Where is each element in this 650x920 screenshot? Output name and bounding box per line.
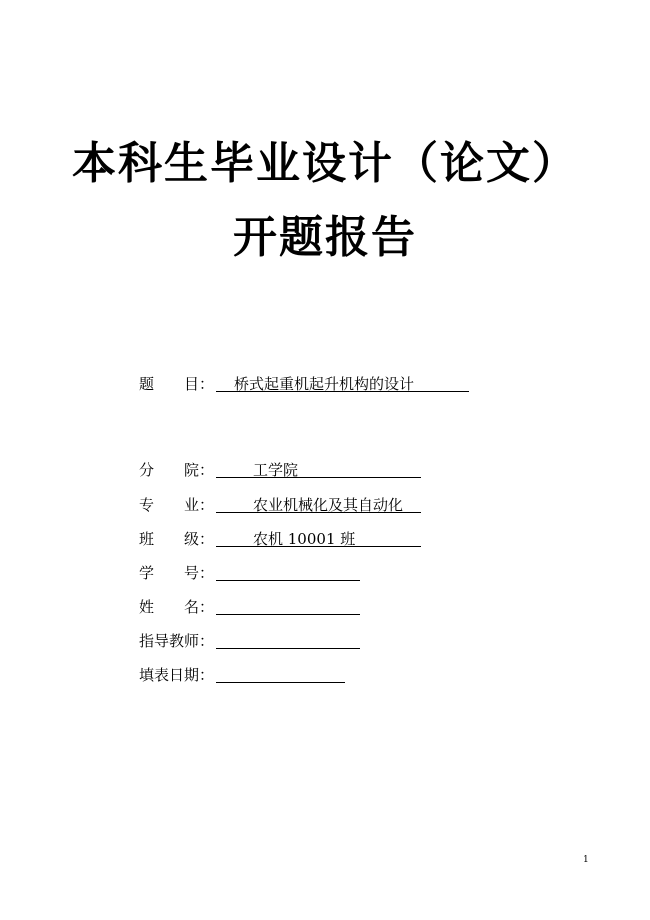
topic-label: 题 目： [139,375,215,393]
major-row [139,495,404,515]
student-id-row [139,563,216,583]
report-title: 开题报告 [233,212,417,263]
date-label: 填表日期： [139,666,215,684]
class-value: 农机 10001 班 [216,529,421,547]
topic-value: 桥式起重机起升机构的设计 [216,374,469,392]
college-value: 工学院 [216,460,421,478]
college-label: 分 院： [139,461,215,479]
name-value [216,597,360,615]
advisor-label: 指导教师： [139,632,215,650]
name-label: 姓 名： [139,598,215,616]
page-number: 1 [583,855,589,865]
class-row [139,529,356,549]
name-row [139,597,216,617]
date-value [216,665,345,683]
major-value: 农业机械化及其自动化 [216,495,421,513]
major-label: 专 业： [139,496,215,514]
topic-row [139,374,415,394]
advisor-row [139,631,216,651]
student-id-value [216,563,360,581]
date-row [139,665,216,685]
student-id-label: 学 号： [139,564,215,582]
class-label: 班 级： [139,530,215,548]
college-row [139,460,299,480]
advisor-value [216,631,360,649]
thesis-title: 本科生毕业设计（论文） [72,138,578,189]
